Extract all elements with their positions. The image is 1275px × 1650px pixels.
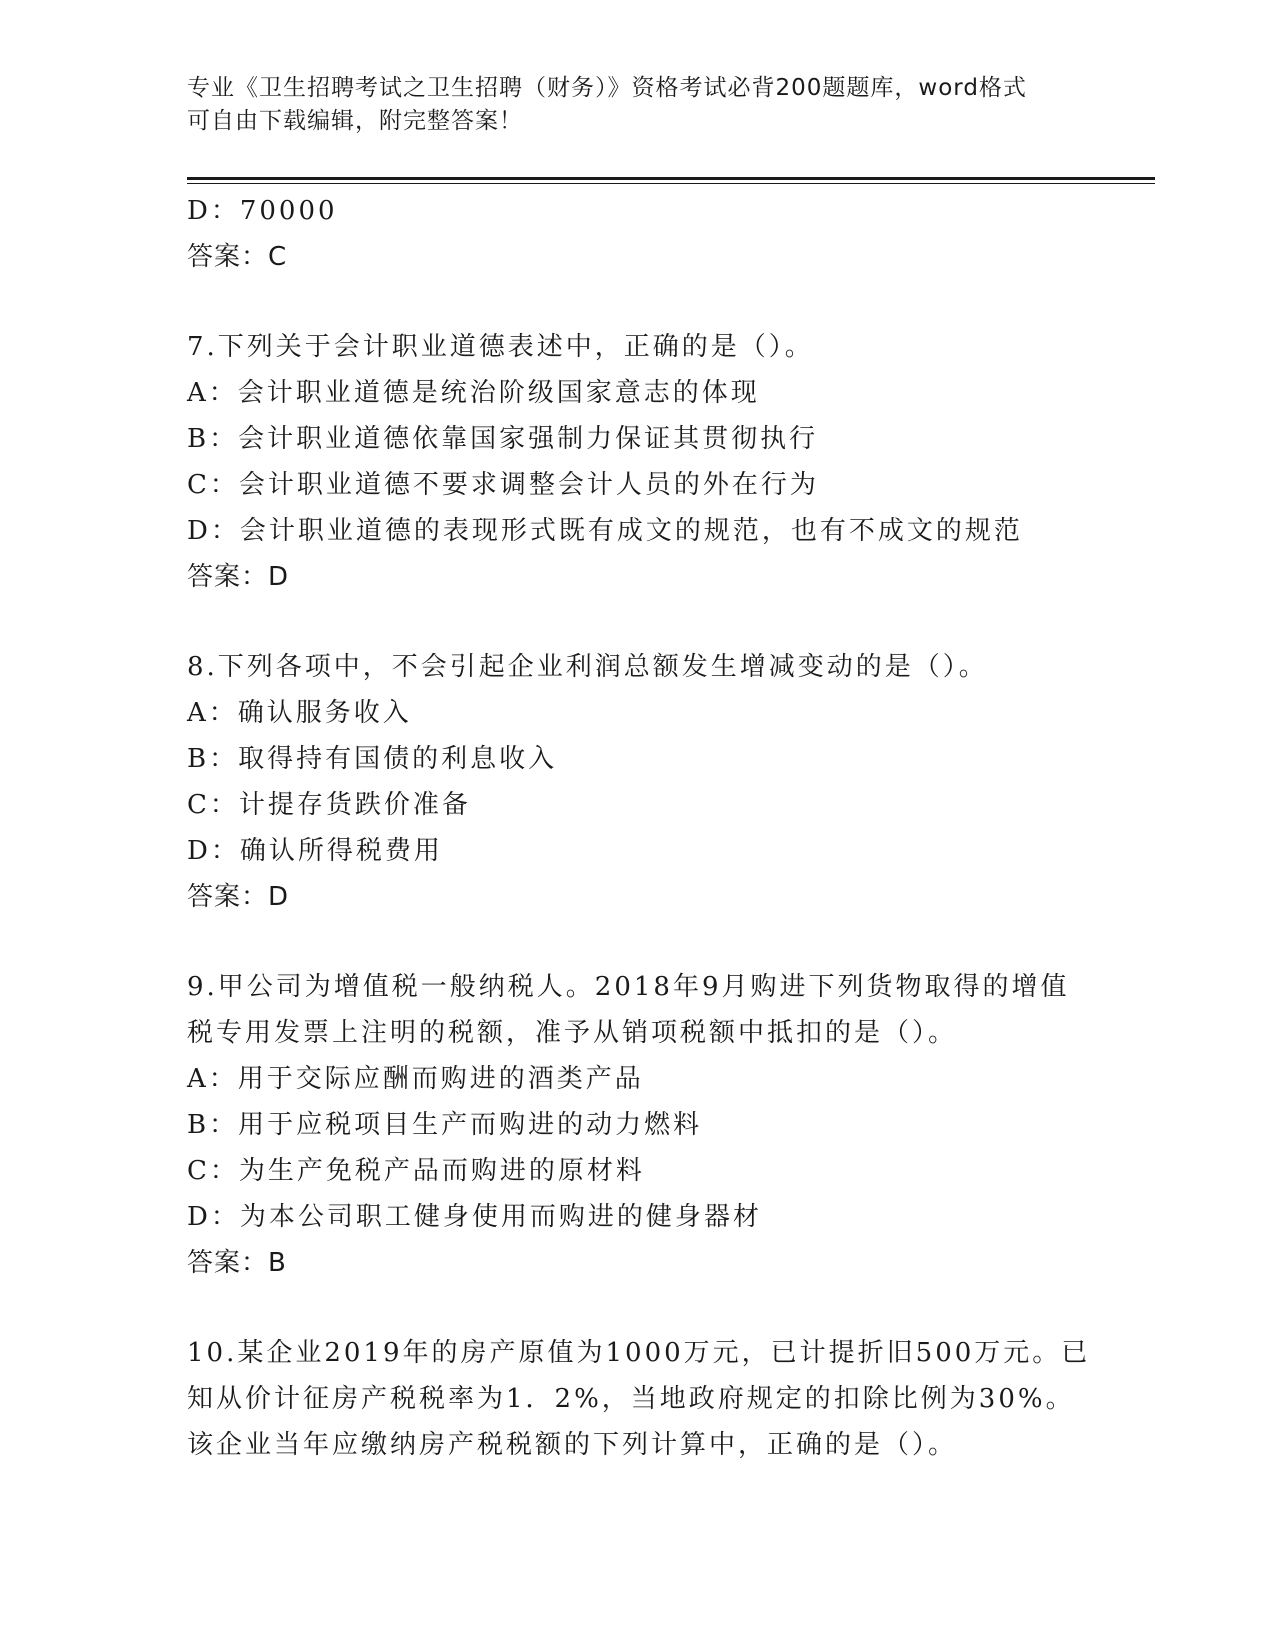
header-line-2: 可自由下载编辑，附完整答案！	[187, 108, 523, 134]
option-b: B：取得持有国债的利息收入	[187, 744, 558, 774]
spacer	[187, 920, 1087, 964]
question-list	[187, 188, 1091, 1468]
option-a: A：确认服务收入	[187, 698, 412, 728]
option-d: D：确认所得税费用	[187, 836, 443, 866]
option-d: D：为本公司职工健身使用而购进的健身器材	[187, 1202, 762, 1232]
answer: 答案：D	[187, 882, 290, 912]
option-c: C：会计职业道德不要求调整会计人员的外在行为	[187, 470, 819, 500]
header-line-1: 专业《卫生招聘考试之卫生招聘（财务）》资格考试必背200题题库，word格式	[187, 75, 1027, 101]
answer: 答案：B	[187, 1248, 287, 1278]
question-stem-line-1: 9.甲公司为增值税一般纳税人。2018年9月购进下列货物取得的增值	[187, 972, 1070, 1002]
question-6-tail	[187, 188, 1087, 280]
question-9	[187, 964, 1087, 1286]
question-stem: 8.下列各项中，不会引起企业利润总额发生增减变动的是（）。	[187, 652, 988, 682]
question-stem: 7.下列关于会计职业道德表述中，正确的是（）。	[187, 332, 814, 362]
question-7	[187, 324, 1087, 600]
header-rule-thin	[187, 183, 1155, 184]
answer: 答案：D	[187, 562, 290, 592]
option-c: C：计提存货跌价准备	[187, 790, 471, 820]
question-10	[187, 1330, 1091, 1468]
question-stem-line-2: 税专用发票上注明的税额，准予从销项税额中抵扣的是（）。	[187, 1018, 958, 1048]
document-header	[187, 72, 1067, 138]
spacer	[187, 600, 1087, 644]
option-d: D：会计职业道德的表现形式既有成文的规范，也有不成文的规范	[187, 516, 1023, 546]
question-stem-line-1: 10.某企业2019年的房产原值为1000万元，已计提折旧500万元。已	[187, 1338, 1091, 1368]
spacer	[187, 280, 1087, 324]
question-stem-line-3: 该企业当年应缴纳房产税税额的下列计算中，正确的是（）。	[187, 1430, 958, 1460]
spacer	[187, 1286, 1087, 1330]
answer: 答案：C	[187, 242, 288, 272]
header-rule-thick	[187, 177, 1155, 180]
option-c: C：为生产免税产品而购进的原材料	[187, 1156, 645, 1186]
option-a: A：会计职业道德是统治阶级国家意志的体现	[187, 378, 760, 408]
option-d: D：70000	[187, 196, 338, 226]
question-stem-line-2: 知从价计征房产税税率为1．2%，当地政府规定的扣除比例为30%。	[187, 1384, 1075, 1414]
option-a: A：用于交际应酬而购进的酒类产品	[187, 1064, 644, 1094]
option-b: B：会计职业道德依靠国家强制力保证其贯彻执行	[187, 424, 819, 454]
option-b: B：用于应税项目生产而购进的动力燃料	[187, 1110, 703, 1140]
question-8	[187, 644, 1087, 920]
